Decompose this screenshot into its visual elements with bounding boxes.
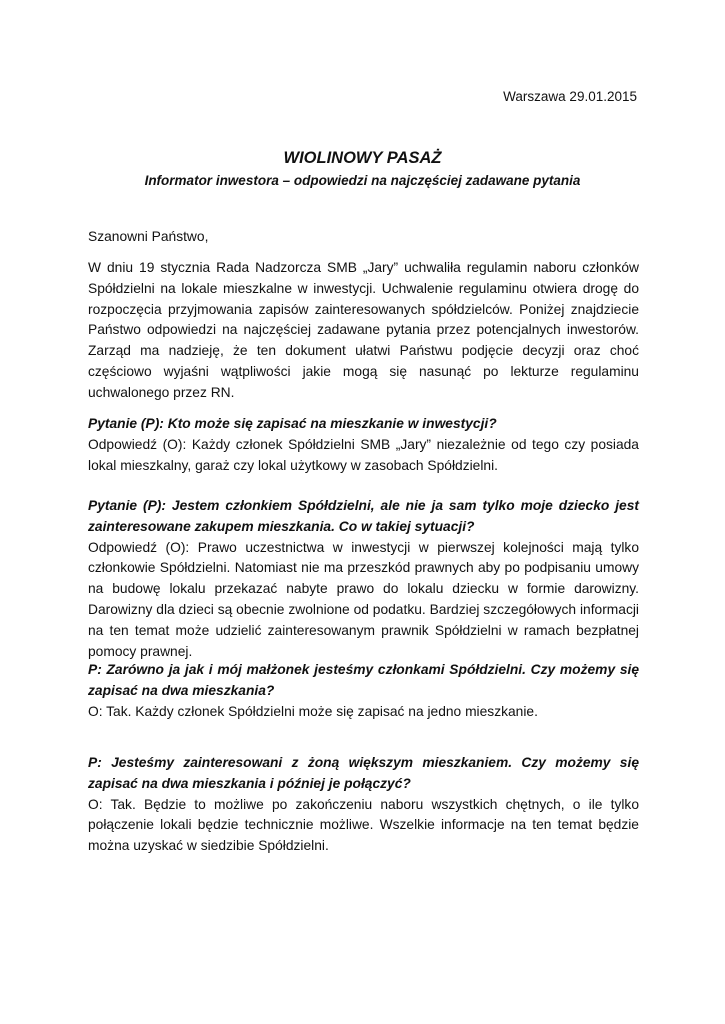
qa-block-1 — [88, 414, 639, 476]
greeting: Szanowni Państwo, — [88, 229, 209, 244]
qa-block-4 — [88, 753, 639, 857]
answer-2: Odpowiedź (O): Prawo uczestnictwa w inwestycji w pierwszej kolejności mają tylko członkowie Spółdzielni. Natomiast nie ma przeszkód prawnych aby po podpisaniu umowy na budowę lokalu przekazać nabyte prawo do lokalu dziecku w formie darowizny. Darowizny dla dzieci są obecnie zwolnione od podatku. Bardziej szczegółowych informacji na ten temat może udzielić zainteresowanym prawnik Spółdzielni w ramach bezpłatnej pomocy prawnej. — [88, 539, 639, 659]
question-2: Pytanie (P): Jestem członkiem Spółdzielni, ale nie ja sam tylko moje dziecko jest zainteresowane zakupem mieszkania. Co w takiej sytuacji? — [88, 498, 639, 534]
qa-block-3 — [88, 660, 639, 722]
document-subtitle: Informator inwestora – odpowiedzi na najczęściej zadawane pytania — [144, 173, 581, 188]
qa-block-2 — [88, 496, 639, 662]
document-title: WIOLINOWY PASAŻ — [283, 149, 442, 167]
answer-3: O: Tak. Każdy członek Spółdzielni może się zapisać na jedno mieszkanie. — [88, 703, 538, 719]
question-4: P: Jesteśmy zainteresowani z żoną większym mieszkaniem. Czy możemy się zapisać na dwa mieszkania i później je połączyć? — [88, 755, 639, 791]
date-line: Warszawa 29.01.2015 — [503, 89, 637, 104]
question-3: P: Zarówno ja jak i mój małżonek jesteśmy członkami Spółdzielni. Czy możemy się zapisać na dwa mieszkania? — [88, 662, 639, 698]
answer-4: O: Tak. Będzie to możliwe po zakończeniu naboru wszystkich chętnych, o ile tylko połączenie lokali będzie technicznie możliwe. Wszelkie informacje na ten temat będzie można uzyskać w siedzibie Spółdzielni. — [88, 796, 639, 854]
intro-paragraph: W dniu 19 stycznia Rada Nadzorcza SMB „Jary” uchwaliła regulamin naboru członków Spółdzielni na lokale mieszkalne w inwestycji. Uchwalenie regulaminu otwiera drogę do rozpoczęcia przyjmowania zapisów zainteresowanych spółdzielców. Poniżej znajdziecie Państwo odpowiedzi na najczęściej zadawane pytania przez potencjalnych inwestorów. Zarząd ma nadzieję, że ten dokument ułatwi Państwu podjęcie decyzji oraz choć częściowo wyjaśni wątpliwości jakie mogą się nasunąć po lekturze regulaminu uchwalonego przez RN. — [88, 260, 639, 400]
answer-1: Odpowiedź (O): Każdy członek Spółdzielni SMB „Jary” niezależnie od tego czy posiada lokal mieszkalny, garaż czy lokal użytkowy w zasobach Spółdzielni. — [88, 436, 639, 473]
question-1: Pytanie (P): Kto może się zapisać na mieszkanie w inwestycji? — [88, 416, 497, 431]
